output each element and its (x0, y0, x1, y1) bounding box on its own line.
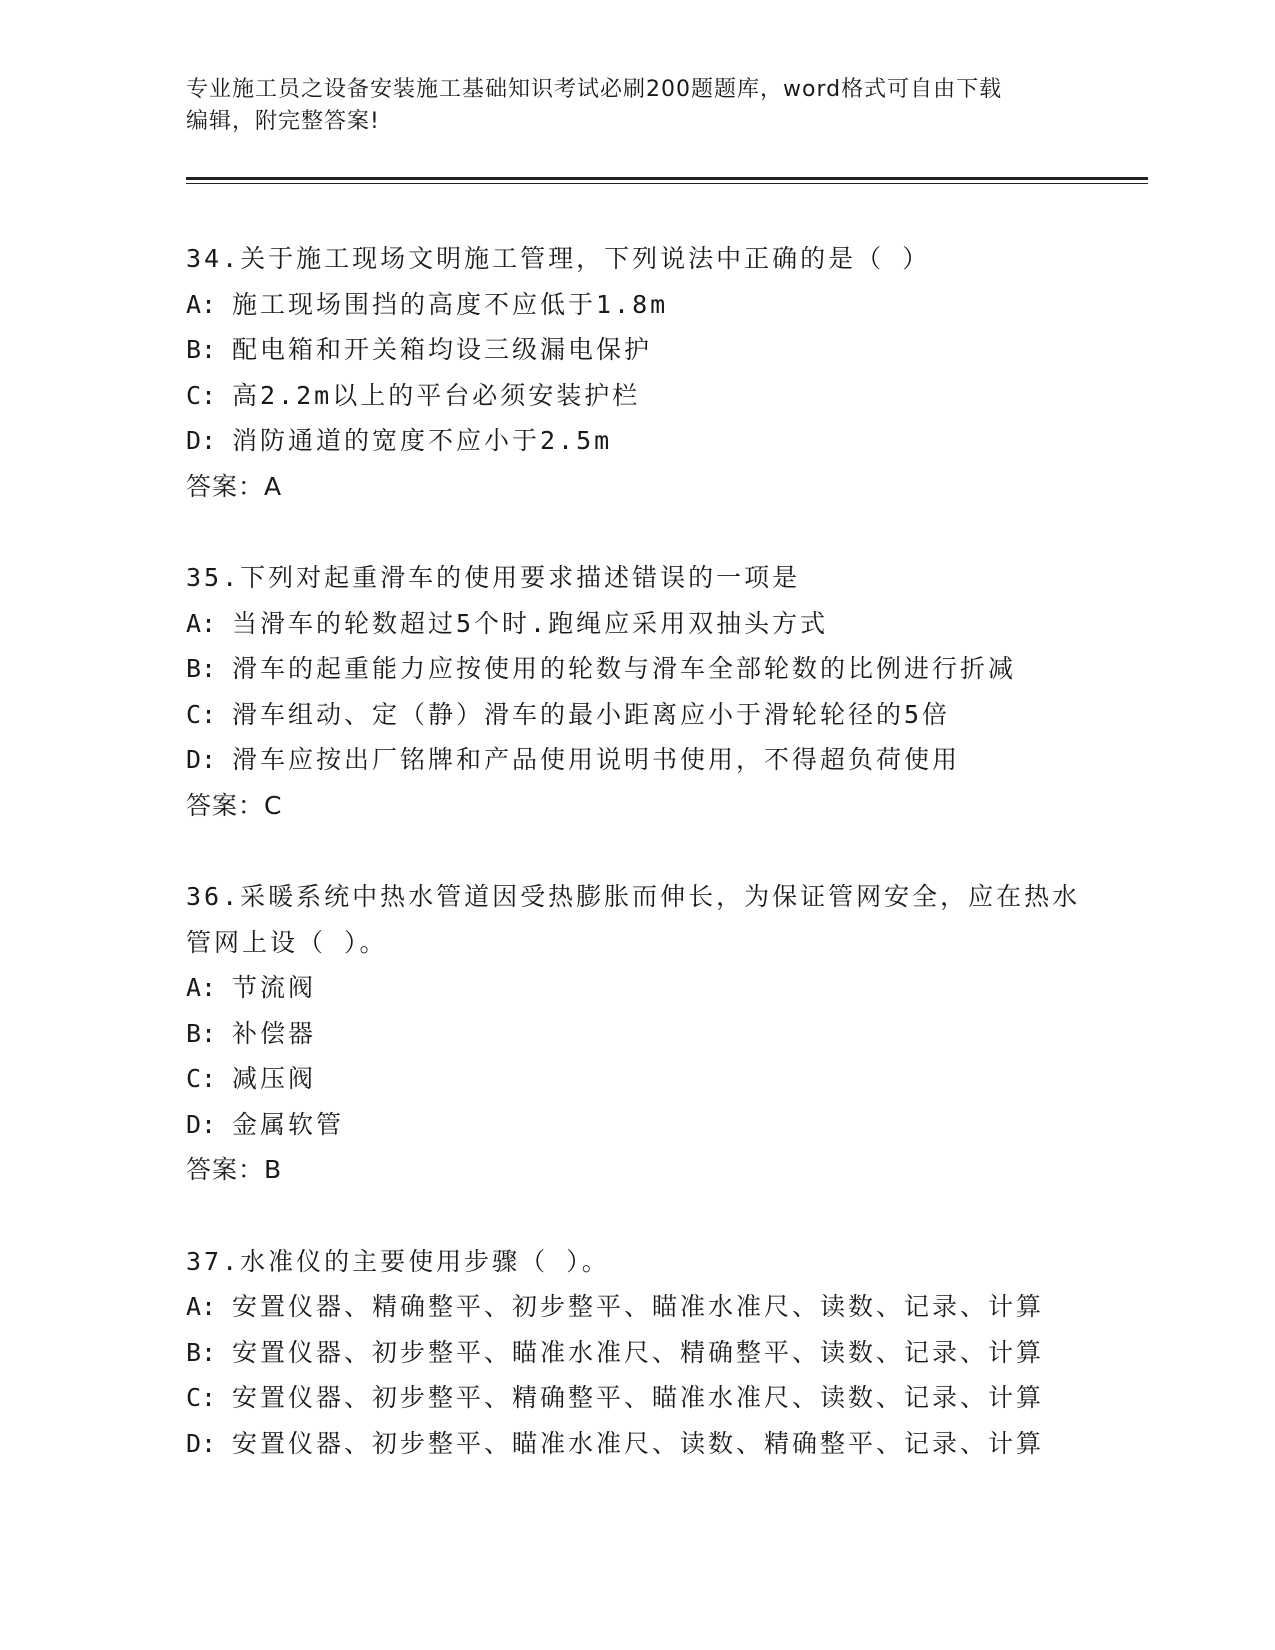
option-letter: B: (186, 1337, 217, 1367)
option-c (186, 373, 1086, 419)
option-letter: C: (186, 380, 217, 410)
option-text: 滑车的起重能力应按使用的轮数与滑车全部轮数的比例进行折减 (232, 654, 1017, 683)
option-text: 安置仪器、初步整平、瞄准水准尺、读数、精确整平、记录、计算 (232, 1428, 1045, 1458)
option-letter: C: (186, 1064, 217, 1093)
option-letter: D: (186, 426, 217, 455)
question-36 (186, 874, 1086, 1193)
question-37 (186, 1239, 1086, 1467)
option-text: 消防通道的宽度不应小于2.5m (232, 426, 613, 455)
option-letter: D: (186, 1428, 217, 1458)
option-letter: C: (186, 699, 217, 729)
option-d (186, 1102, 1086, 1148)
option-c (186, 1375, 1086, 1421)
option-a (186, 282, 1086, 328)
option-letter: B: (186, 1018, 217, 1048)
option-text: 滑车组动、定（静）滑车的最小距离应小于滑轮轮径的5倍 (232, 699, 951, 729)
option-text: 补偿器 (232, 1018, 317, 1048)
question-stem: 35.下列对起重滑车的使用要求描述错误的一项是 (186, 563, 801, 592)
option-text: 配电箱和开关箱均设三级漏电保护 (232, 335, 653, 364)
option-c (186, 1056, 1086, 1102)
option-letter: B: (186, 654, 217, 683)
option-a (186, 965, 1086, 1011)
answer: 答案：C (186, 790, 283, 820)
option-c (186, 692, 1086, 738)
option-a (186, 601, 1086, 647)
option-text: 金属软管 (232, 1109, 345, 1139)
option-letter: A: (186, 973, 217, 1002)
question-35 (186, 555, 1086, 828)
option-letter: C: (186, 1383, 217, 1412)
option-text: 安置仪器、初步整平、精确整平、瞄准水准尺、读数、记录、计算 (232, 1383, 1045, 1412)
option-b (186, 1011, 1086, 1057)
header-rule-thin (186, 183, 1148, 184)
option-letter: A: (186, 1292, 217, 1321)
question-stem: 34.关于施工现场文明施工管理，下列说法中正确的是（ ） (186, 244, 931, 273)
document-header (186, 74, 1066, 138)
option-text: 滑车应按出厂铭牌和产品使用说明书使用，不得超负荷使用 (232, 745, 961, 774)
question-34 (186, 236, 1086, 509)
option-text: 安置仪器、精确整平、初步整平、瞄准水准尺、读数、记录、计算 (232, 1292, 1045, 1321)
option-b (186, 646, 1086, 692)
option-letter: D: (186, 745, 217, 774)
option-letter: B: (186, 335, 217, 364)
option-letter: D: (186, 1109, 217, 1139)
option-b (186, 1330, 1086, 1376)
option-text: 当滑车的轮数超过5个时.跑绳应采用双抽头方式 (232, 608, 829, 638)
option-text: 高2.2m以上的平台必须安装护栏 (232, 380, 641, 410)
option-text: 节流阀 (232, 973, 317, 1002)
option-text: 减压阀 (232, 1064, 317, 1093)
option-b (186, 327, 1086, 373)
question-list (186, 236, 1086, 1512)
question-stem: 37.水准仪的主要使用步骤（ ）。 (186, 1246, 610, 1276)
option-d (186, 1421, 1086, 1467)
answer: 答案：B (186, 1155, 283, 1184)
option-text: 安置仪器、初步整平、瞄准水准尺、精确整平、读数、记录、计算 (232, 1337, 1045, 1367)
option-d (186, 737, 1086, 783)
option-letter: A: (186, 289, 217, 319)
question-stem: 36.采暖系统中热水管道因受热膨胀而伸长，为保证管网安全，应在热水管网上设（ ）。 (186, 882, 1081, 957)
option-text: 施工现场围挡的高度不应低于1.8m (232, 289, 669, 319)
header-line-2: 编辑，附完整答案! (186, 109, 380, 134)
header-rule-thick (186, 177, 1148, 180)
option-d (186, 418, 1086, 464)
option-letter: A: (186, 608, 217, 638)
option-a (186, 1284, 1086, 1330)
answer: 答案：A (186, 471, 283, 501)
header-line-1: 专业施工员之设备安装施工基础知识考试必刷200题题库，word格式可自由下载 (186, 77, 1003, 102)
